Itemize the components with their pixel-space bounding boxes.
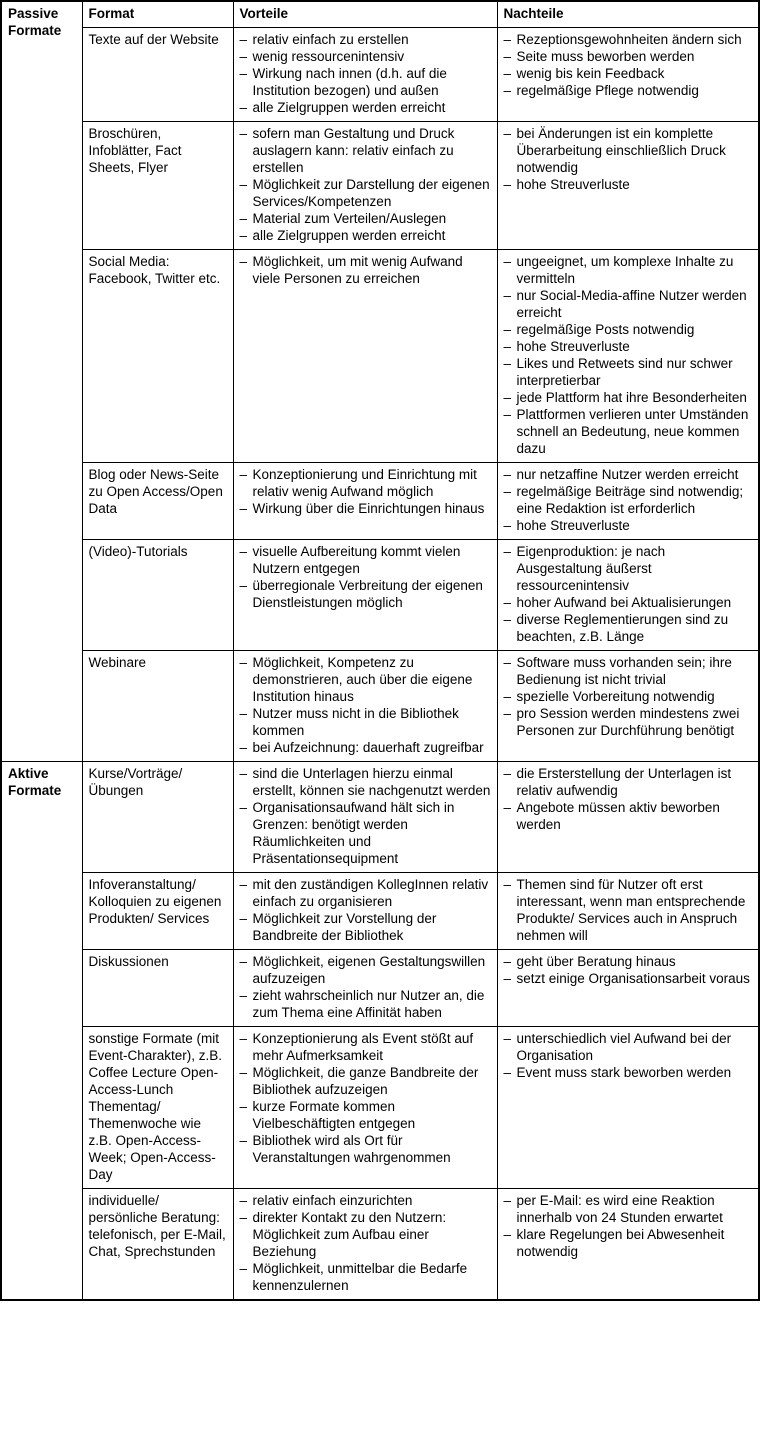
advantage-item bbox=[240, 1192, 491, 1209]
disadvantage-item bbox=[504, 65, 753, 82]
column-header-nachteile: Nachteile bbox=[497, 1, 759, 28]
disadvantage-text: die Ersterstellung der Unterlagen ist relativ aufwendig bbox=[516, 766, 732, 798]
table-row bbox=[1, 250, 759, 463]
advantage-text: Möglichkeit, Kompetenz zu demonstrieren, auch über die eigene Institution hinaus bbox=[252, 655, 473, 704]
disadvantage-text: Event muss stark beworben werden bbox=[516, 1065, 732, 1080]
advantage-item bbox=[240, 739, 491, 756]
disadvantage-text: wenig bis kein Feedback bbox=[516, 66, 665, 81]
dash-bullet: – bbox=[239, 49, 248, 64]
disadvantage-item bbox=[504, 543, 753, 594]
disadvantage-item bbox=[504, 31, 753, 48]
advantage-list bbox=[240, 1030, 491, 1166]
dash-bullet: – bbox=[503, 766, 512, 781]
advantage-text: bei Aufzeichnung: dauerhaft zugreifbar bbox=[252, 740, 484, 755]
dash-bullet: – bbox=[239, 1133, 248, 1148]
disadvantage-list bbox=[504, 1030, 753, 1081]
advantage-item bbox=[240, 31, 491, 48]
disadvantage-text: hohe Streuverluste bbox=[516, 518, 630, 533]
advantages-cell bbox=[233, 28, 497, 122]
disadvantages-cell bbox=[497, 28, 759, 122]
disadvantage-item bbox=[504, 1030, 753, 1064]
dash-bullet: – bbox=[503, 66, 512, 81]
disadvantages-cell bbox=[497, 1189, 759, 1301]
dash-bullet: – bbox=[239, 100, 248, 115]
advantage-list bbox=[240, 253, 491, 287]
advantage-text: alle Zielgruppen werden erreicht bbox=[252, 228, 446, 243]
disadvantages-cell bbox=[497, 250, 759, 463]
dash-bullet: – bbox=[503, 612, 512, 627]
advantage-text: Möglichkeit, um mit wenig Aufwand viele Personen zu erreichen bbox=[252, 254, 463, 286]
advantage-item bbox=[240, 65, 491, 99]
disadvantage-item bbox=[504, 611, 753, 645]
disadvantage-item bbox=[504, 688, 753, 705]
dash-bullet: – bbox=[503, 877, 512, 892]
advantage-text: Möglichkeit zur Darstellung der eigenen Services/Kompetenzen bbox=[252, 177, 490, 209]
disadvantage-text: hohe Streuverluste bbox=[516, 339, 630, 354]
dash-bullet: – bbox=[239, 66, 248, 81]
disadvantage-item bbox=[504, 125, 753, 176]
dash-bullet: – bbox=[503, 126, 512, 141]
disadvantage-text: hoher Aufwand bei Aktualisierungen bbox=[516, 595, 732, 610]
disadvantage-text: unterschiedlich viel Aufwand bei der Organisation bbox=[516, 1031, 732, 1063]
disadvantage-item bbox=[504, 355, 753, 389]
advantage-text: visuelle Aufbereitung kommt vielen Nutzern entgegen bbox=[252, 544, 461, 576]
advantage-text: Wirkung über die Einrichtungen hinaus bbox=[252, 501, 485, 516]
advantage-item bbox=[240, 910, 491, 944]
dash-bullet: – bbox=[239, 740, 248, 755]
disadvantage-item bbox=[504, 876, 753, 944]
dash-bullet: – bbox=[503, 800, 512, 815]
dash-bullet: – bbox=[239, 544, 248, 559]
disadvantage-item bbox=[504, 82, 753, 99]
advantage-list bbox=[240, 31, 491, 116]
disadvantage-text: Rezeptionsgewohnheiten ändern sich bbox=[516, 32, 742, 47]
disadvantages-cell bbox=[497, 1027, 759, 1189]
format-cell: Infoveranstaltung/ Kolloquien zu eigenen Produkten/ Services bbox=[82, 873, 233, 950]
disadvantage-item bbox=[504, 970, 753, 987]
dash-bullet: – bbox=[503, 1065, 512, 1080]
dash-bullet: – bbox=[239, 766, 248, 781]
advantages-cell bbox=[233, 1189, 497, 1301]
dash-bullet: – bbox=[503, 484, 512, 499]
disadvantage-text: jede Plattform hat ihre Besonderheiten bbox=[516, 390, 747, 405]
advantage-item bbox=[240, 125, 491, 176]
dash-bullet: – bbox=[503, 595, 512, 610]
disadvantage-item bbox=[504, 799, 753, 833]
dash-bullet: – bbox=[239, 228, 248, 243]
disadvantage-item bbox=[504, 594, 753, 611]
advantage-item bbox=[240, 876, 491, 910]
disadvantage-item bbox=[504, 253, 753, 287]
advantage-item bbox=[240, 705, 491, 739]
advantage-text: überregionale Verbreitung der eigenen Dienstleistungen möglich bbox=[252, 578, 483, 610]
disadvantage-item bbox=[504, 466, 753, 483]
advantage-item bbox=[240, 1260, 491, 1294]
format-cell: sonstige Formate (mit Event-Charakter), z.B. Coffee Lecture Open-Access-Lunch Thementag/ Themenwoche wie z.B. Open-Access-Week; Open-Access-Day bbox=[82, 1027, 233, 1189]
disadvantage-text: hohe Streuverluste bbox=[516, 177, 630, 192]
table-row bbox=[1, 28, 759, 122]
advantage-text: sofern man Gestaltung und Druck auslagern kann: relativ einfach zu erstellen bbox=[252, 126, 455, 175]
advantage-text: kurze Formate kommen Vielbeschäftigten entgegen bbox=[252, 1099, 416, 1131]
disadvantage-text: per E-Mail: es wird eine Reaktion innerhalb von 24 Stunden erwartet bbox=[516, 1193, 723, 1225]
advantage-text: Wirkung nach innen (d.h. auf die Institution bezogen) und außen bbox=[252, 66, 447, 98]
dash-bullet: – bbox=[503, 177, 512, 192]
disadvantage-list bbox=[504, 765, 753, 833]
dash-bullet: – bbox=[239, 467, 248, 482]
disadvantage-text: klare Regelungen bei Abwesenheit notwendig bbox=[516, 1227, 725, 1259]
advantage-text: sind die Unterlagen hierzu einmal erstellt, können sie nachgenutzt werden bbox=[252, 766, 491, 798]
disadvantage-text: Eigenproduktion: je nach Ausgestaltung äußerst ressourcenintensiv bbox=[516, 544, 666, 593]
advantage-item bbox=[240, 1209, 491, 1260]
dash-bullet: – bbox=[239, 578, 248, 593]
table-row bbox=[1, 463, 759, 540]
dash-bullet: – bbox=[239, 877, 248, 892]
dash-bullet: – bbox=[503, 49, 512, 64]
dash-bullet: – bbox=[503, 655, 512, 670]
dash-bullet: – bbox=[503, 518, 512, 533]
disadvantage-text: regelmäßige Posts notwendig bbox=[516, 322, 695, 337]
dash-bullet: – bbox=[503, 954, 512, 969]
dash-bullet: – bbox=[503, 356, 512, 371]
disadvantage-item bbox=[504, 48, 753, 65]
disadvantage-text: setzt einige Organisationsarbeit voraus bbox=[516, 971, 750, 986]
table-row bbox=[1, 762, 759, 873]
table-row bbox=[1, 873, 759, 950]
dash-bullet: – bbox=[503, 1031, 512, 1046]
advantage-item bbox=[240, 987, 491, 1021]
advantage-item bbox=[240, 210, 491, 227]
dash-bullet: – bbox=[503, 407, 512, 422]
advantage-list bbox=[240, 876, 491, 944]
advantage-text: Bibliothek wird als Ort für Veranstaltungen wahrgenommen bbox=[252, 1133, 451, 1165]
advantages-cell bbox=[233, 762, 497, 873]
disadvantage-text: Seite muss beworben werden bbox=[516, 49, 695, 64]
advantage-text: wenig ressourcenintensiv bbox=[252, 49, 405, 64]
disadvantage-list bbox=[504, 953, 753, 987]
dash-bullet: – bbox=[503, 322, 512, 337]
disadvantage-text: Plattformen verlieren unter Umständen schnell an Bedeutung, neue kommen dazu bbox=[516, 407, 749, 456]
table-row bbox=[1, 1189, 759, 1301]
disadvantage-text: regelmäßige Pflege notwendig bbox=[516, 83, 699, 98]
advantage-item bbox=[240, 253, 491, 287]
advantage-list bbox=[240, 953, 491, 1021]
advantage-item bbox=[240, 1030, 491, 1064]
disadvantages-cell bbox=[497, 651, 759, 762]
dash-bullet: – bbox=[239, 501, 248, 516]
advantage-list bbox=[240, 466, 491, 517]
disadvantage-text: bei Änderungen ist ein komplette Überarbeitung einschließlich Druck notwendig bbox=[516, 126, 726, 175]
advantage-list bbox=[240, 654, 491, 756]
advantage-text: Konzeptionierung als Event stößt auf mehr Aufmerksamkeit bbox=[252, 1031, 474, 1063]
advantage-text: relativ einfach zu erstellen bbox=[252, 32, 409, 47]
dash-bullet: – bbox=[503, 544, 512, 559]
dash-bullet: – bbox=[239, 1031, 248, 1046]
disadvantage-item bbox=[504, 483, 753, 517]
disadvantage-list bbox=[504, 253, 753, 457]
advantage-item bbox=[240, 799, 491, 867]
advantage-text: Möglichkeit, eigenen Gestaltungswillen aufzuzeigen bbox=[252, 954, 486, 986]
advantage-item bbox=[240, 1098, 491, 1132]
dash-bullet: – bbox=[503, 339, 512, 354]
dash-bullet: – bbox=[239, 211, 248, 226]
advantage-text: Nutzer muss nicht in die Bibliothek kommen bbox=[252, 706, 459, 738]
advantage-item bbox=[240, 227, 491, 244]
advantage-text: Möglichkeit, die ganze Bandbreite der Bibliothek aufzuzeigen bbox=[252, 1065, 479, 1097]
table-row bbox=[1, 540, 759, 651]
dash-bullet: – bbox=[239, 1210, 248, 1225]
advantage-text: Möglichkeit zur Vorstellung der Bandbreite der Bibliothek bbox=[252, 911, 437, 943]
advantage-text: Konzeptionierung und Einrichtung mit relativ wenig Aufwand möglich bbox=[252, 467, 477, 499]
header-row bbox=[1, 1, 759, 28]
dash-bullet: – bbox=[503, 288, 512, 303]
disadvantage-text: diverse Reglementierungen sind zu beachten, z.B. Länge bbox=[516, 612, 729, 644]
format-cell: (Video)-Tutorials bbox=[82, 540, 233, 651]
advantages-cell bbox=[233, 463, 497, 540]
advantage-item bbox=[240, 765, 491, 799]
dash-bullet: – bbox=[503, 467, 512, 482]
disadvantage-item bbox=[504, 1192, 753, 1226]
group-label-passive: Passive Formate bbox=[1, 1, 82, 762]
dash-bullet: – bbox=[239, 954, 248, 969]
dash-bullet: – bbox=[503, 1193, 512, 1208]
disadvantage-text: nur netzaffine Nutzer werden erreicht bbox=[516, 467, 739, 482]
dash-bullet: – bbox=[503, 390, 512, 405]
advantages-cell bbox=[233, 540, 497, 651]
advantage-item bbox=[240, 543, 491, 577]
advantage-text: alle Zielgruppen werden erreicht bbox=[252, 100, 446, 115]
advantages-cell bbox=[233, 122, 497, 250]
disadvantage-list bbox=[504, 876, 753, 944]
dash-bullet: – bbox=[503, 689, 512, 704]
advantage-text: relativ einfach einzurichten bbox=[252, 1193, 413, 1208]
advantage-text: direkter Kontakt zu den Nutzern: Möglichkeit zum Aufbau einer Beziehung bbox=[252, 1210, 447, 1259]
disadvantage-text: spezielle Vorbereitung notwendig bbox=[516, 689, 715, 704]
disadvantage-list bbox=[504, 654, 753, 739]
disadvantages-cell bbox=[497, 762, 759, 873]
dash-bullet: – bbox=[239, 254, 248, 269]
table-body bbox=[1, 1, 759, 1300]
advantage-item bbox=[240, 654, 491, 705]
dash-bullet: – bbox=[239, 988, 248, 1003]
advantage-list bbox=[240, 543, 491, 611]
format-cell: individuelle/ persönliche Beratung: telefonisch, per E-Mail, Chat, Sprechstunden bbox=[82, 1189, 233, 1301]
table-row bbox=[1, 1027, 759, 1189]
disadvantage-text: ungeeignet, um komplexe Inhalte zu vermitteln bbox=[516, 254, 734, 286]
disadvantage-item bbox=[504, 338, 753, 355]
format-cell: Webinare bbox=[82, 651, 233, 762]
format-cell: Kurse/Vorträge/ Übungen bbox=[82, 762, 233, 873]
disadvantages-cell bbox=[497, 540, 759, 651]
advantages-cell bbox=[233, 1027, 497, 1189]
table-row bbox=[1, 122, 759, 250]
disadvantage-text: pro Session werden mindestens zwei Personen zur Durchführung benötigt bbox=[516, 706, 740, 738]
disadvantages-cell bbox=[497, 463, 759, 540]
disadvantage-text: geht über Beratung hinaus bbox=[516, 954, 676, 969]
dash-bullet: – bbox=[239, 655, 248, 670]
dash-bullet: – bbox=[239, 1099, 248, 1114]
advantage-list bbox=[240, 1192, 491, 1294]
disadvantage-item bbox=[504, 654, 753, 688]
advantage-item bbox=[240, 500, 491, 517]
disadvantage-list bbox=[504, 466, 753, 534]
disadvantage-item bbox=[504, 517, 753, 534]
dash-bullet: – bbox=[503, 254, 512, 269]
advantage-item bbox=[240, 953, 491, 987]
advantages-cell bbox=[233, 873, 497, 950]
dash-bullet: – bbox=[239, 126, 248, 141]
disadvantage-item bbox=[504, 953, 753, 970]
dash-bullet: – bbox=[239, 32, 248, 47]
advantage-item bbox=[240, 99, 491, 116]
disadvantage-list bbox=[504, 543, 753, 645]
dash-bullet: – bbox=[503, 971, 512, 986]
advantage-text: Material zum Verteilen/Auslegen bbox=[252, 211, 447, 226]
table-row bbox=[1, 950, 759, 1027]
dash-bullet: – bbox=[239, 800, 248, 815]
disadvantage-item bbox=[504, 287, 753, 321]
advantage-list bbox=[240, 765, 491, 867]
disadvantage-item bbox=[504, 1064, 753, 1081]
dash-bullet: – bbox=[503, 1227, 512, 1242]
advantage-item bbox=[240, 1064, 491, 1098]
advantages-cell bbox=[233, 950, 497, 1027]
group-label-aktive: Aktive Formate bbox=[1, 762, 82, 1301]
advantage-item bbox=[240, 577, 491, 611]
dash-bullet: – bbox=[239, 1065, 248, 1080]
disadvantage-list bbox=[504, 125, 753, 193]
disadvantage-item bbox=[504, 176, 753, 193]
format-cell: Blog oder News-Seite zu Open Access/Open Data bbox=[82, 463, 233, 540]
dash-bullet: – bbox=[503, 706, 512, 721]
advantage-item bbox=[240, 466, 491, 500]
format-cell: Social Media: Facebook, Twitter etc. bbox=[82, 250, 233, 463]
disadvantage-text: nur Social-Media-affine Nutzer werden erreicht bbox=[516, 288, 747, 320]
column-header-vorteile: Vorteile bbox=[233, 1, 497, 28]
disadvantage-text: regelmäßige Beiträge sind notwendig; eine Redaktion ist erforderlich bbox=[516, 484, 744, 516]
disadvantage-item bbox=[504, 321, 753, 338]
advantage-text: zieht wahrscheinlich nur Nutzer an, die zum Thema eine Affinität haben bbox=[252, 988, 485, 1020]
disadvantage-item bbox=[504, 1226, 753, 1260]
disadvantage-item bbox=[504, 406, 753, 457]
disadvantage-item bbox=[504, 705, 753, 739]
disadvantages-cell bbox=[497, 873, 759, 950]
advantage-text: Organisationsaufwand hält sich in Grenzen: benötigt werden Räumlichkeiten und Präsentationsequipment bbox=[252, 800, 455, 866]
disadvantages-cell bbox=[497, 950, 759, 1027]
disadvantage-item bbox=[504, 389, 753, 406]
disadvantage-text: Likes und Retweets sind nur schwer interpretierbar bbox=[516, 356, 733, 388]
advantage-item bbox=[240, 48, 491, 65]
disadvantage-list bbox=[504, 1192, 753, 1260]
dash-bullet: – bbox=[239, 177, 248, 192]
dash-bullet: – bbox=[239, 1261, 248, 1276]
advantage-text: Möglichkeit, unmittelbar die Bedarfe kennenzulernen bbox=[252, 1261, 468, 1293]
advantage-list bbox=[240, 125, 491, 244]
advantages-cell bbox=[233, 651, 497, 762]
disadvantages-cell bbox=[497, 122, 759, 250]
advantages-cell bbox=[233, 250, 497, 463]
disadvantage-text: Software muss vorhanden sein; ihre Bedienung ist nicht trivial bbox=[516, 655, 732, 687]
format-cell: Diskussionen bbox=[82, 950, 233, 1027]
dash-bullet: – bbox=[239, 1193, 248, 1208]
advantage-item bbox=[240, 1132, 491, 1166]
column-header-format: Format bbox=[82, 1, 233, 28]
advantage-text: mit den zuständigen KollegInnen relativ einfach zu organisieren bbox=[252, 877, 489, 909]
disadvantage-item bbox=[504, 765, 753, 799]
disadvantage-text: Angebote müssen aktiv beworben werden bbox=[516, 800, 720, 832]
table-row bbox=[1, 651, 759, 762]
dash-bullet: – bbox=[503, 83, 512, 98]
advantage-item bbox=[240, 176, 491, 210]
dash-bullet: – bbox=[239, 706, 248, 721]
dash-bullet: – bbox=[239, 911, 248, 926]
format-cell: Texte auf der Website bbox=[82, 28, 233, 122]
format-cell: Broschüren, Infoblätter, Fact Sheets, Flyer bbox=[82, 122, 233, 250]
dash-bullet: – bbox=[503, 32, 512, 47]
disadvantage-list bbox=[504, 31, 753, 99]
disadvantage-text: Themen sind für Nutzer oft erst interessant, wenn man entsprechende Produkte/ Services auch in Anspruch nehmen will bbox=[516, 877, 746, 943]
